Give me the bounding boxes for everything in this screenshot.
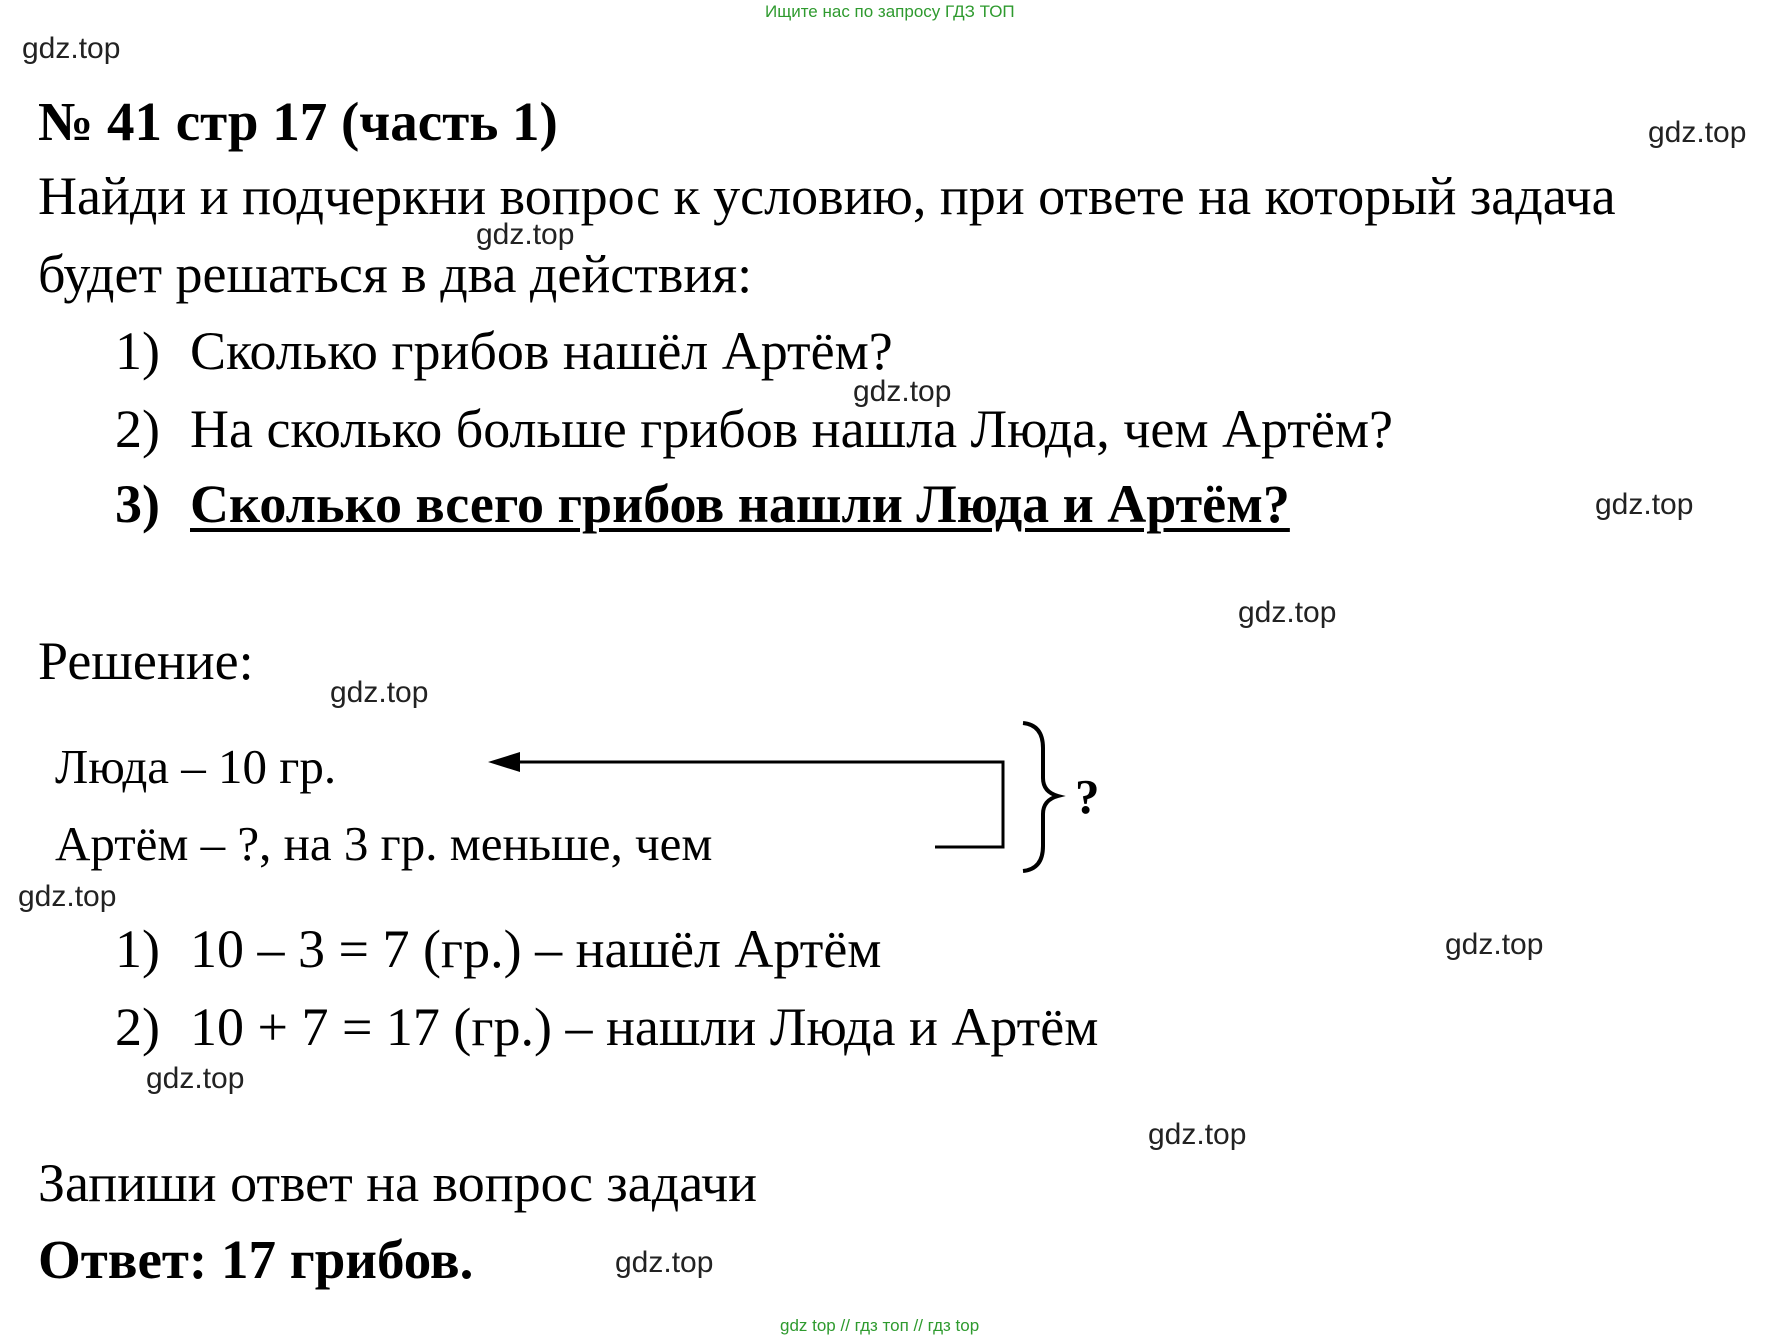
watermark: gdz.top xyxy=(330,676,429,709)
step-number: 2) xyxy=(115,997,160,1057)
task-line-1: Найди и подчеркни вопрос к условию, при ответе на который задача xyxy=(38,166,1616,226)
watermark: gdz.top xyxy=(146,1062,245,1095)
watermark: gdz.top xyxy=(615,1246,714,1279)
question-number: 2) xyxy=(115,399,160,459)
question-text: Сколько всего грибов нашли Люда и Артём? xyxy=(190,474,1290,534)
question-text: Сколько грибов нашёл Артём? xyxy=(190,321,893,381)
watermark: gdz.top xyxy=(853,375,952,408)
step-1 xyxy=(115,918,881,980)
arrow-head-icon xyxy=(488,752,520,772)
scheme-question-mark: ? xyxy=(1075,769,1100,824)
scheme-line-2: Артём – ?, на 3 гр. меньше, чем xyxy=(55,816,713,871)
watermark: gdz.top xyxy=(1238,596,1337,629)
step-2 xyxy=(115,996,1098,1058)
task-line-2: будет решаться в два действия: xyxy=(38,244,753,304)
watermark: gdz.top xyxy=(18,880,117,913)
top-banner: Ищите нас по запросу ГДЗ ТОП xyxy=(765,2,1015,21)
solution-label: Решение: xyxy=(38,631,254,691)
question-number: 3) xyxy=(115,474,160,534)
curly-brace-icon xyxy=(1023,723,1058,871)
step-number: 1) xyxy=(115,919,160,979)
answer: Ответ: 17 грибов. xyxy=(38,1229,474,1290)
step-text: 10 – 3 = 7 (гр.) – нашёл Артём xyxy=(190,919,882,979)
scheme-line-1: Люда – 10 гр. xyxy=(55,739,337,794)
step-text: 10 + 7 = 17 (гр.) – нашли Люда и Артём xyxy=(190,997,1099,1057)
watermark: gdz.top xyxy=(22,32,121,65)
bottom-banner: gdz top // гдз топ // гдз top xyxy=(780,1316,980,1335)
question-text: На сколько больше грибов нашла Люда, чем Артём? xyxy=(190,399,1394,459)
page-title: № 41 стр 17 (часть 1) xyxy=(38,91,558,152)
answer-prompt: Запиши ответ на вопрос задачи xyxy=(38,1153,758,1213)
watermark: gdz.top xyxy=(1148,1118,1247,1151)
arrow-connector xyxy=(500,762,1003,847)
watermark: gdz.top xyxy=(476,218,575,251)
watermark: gdz.top xyxy=(1648,116,1747,149)
watermark: gdz.top xyxy=(1595,488,1694,521)
watermark: gdz.top xyxy=(1445,928,1544,961)
question-number: 1) xyxy=(115,321,160,381)
